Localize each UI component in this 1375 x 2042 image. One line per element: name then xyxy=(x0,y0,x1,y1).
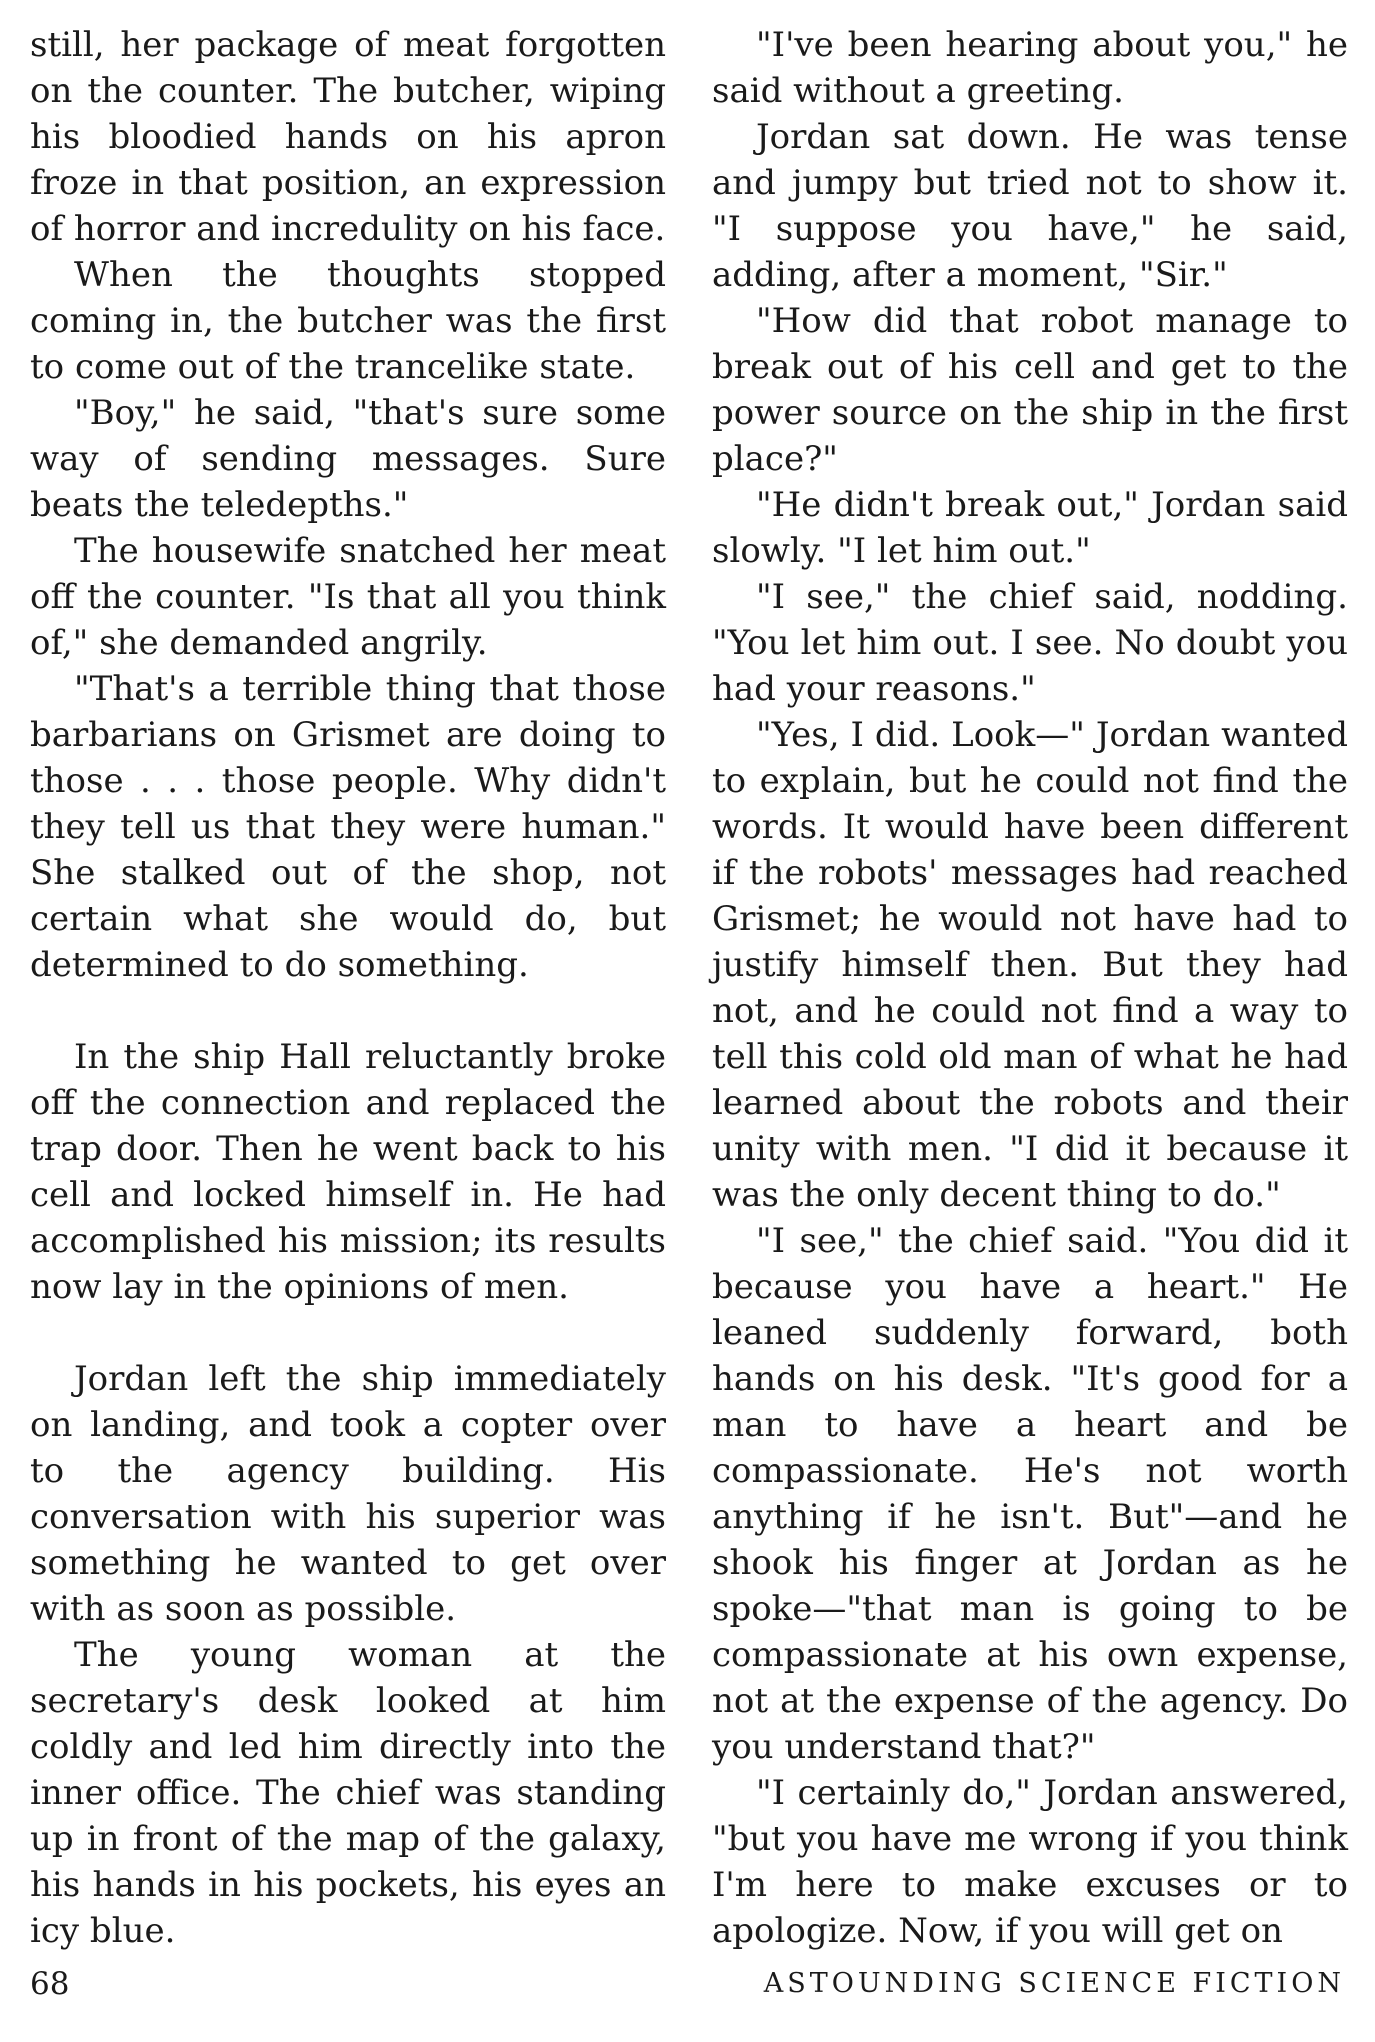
paragraph: "Boy," he said, "that's sure some way of sending messages. Sure beats the teledepths." xyxy=(30,393,666,525)
paragraph: The housewife snatched her meat off the counter. "Is that all you think of," she demanded angrily. xyxy=(30,531,666,663)
paragraph: When the thoughts stopped coming in, the butcher was the first to come out of the trancelike state. xyxy=(30,255,666,387)
paragraph: In the ship Hall reluctantly broke off the connection and replaced the trap door. Then he went back to his cell and locked himself in. He had accomplished his mission; its results now lay in the opinions of men. xyxy=(30,1037,666,1307)
page-number: 68 xyxy=(30,1966,70,2002)
paragraph: The young woman at the secretary's desk looked at him coldly and led him directly into the inner office. The chief was standing up in front of the map of the galaxy, his hands in his pockets, his eyes an icy blue. xyxy=(30,1635,666,1951)
paragraph: "I certainly do," Jordan answered, "but you have me wrong if you think I'm here to make excuses or to apologize. Now, if you will get on xyxy=(712,1773,1348,1951)
running-title: ASTOUNDING SCIENCE FICTION xyxy=(763,1968,1345,1999)
right-text-column xyxy=(712,22,1348,1954)
paragraph: "He didn't break out," Jordan said slowly. "I let him out." xyxy=(712,485,1348,571)
paragraph: "That's a terrible thing that those barbarians on Grismet are doing to those . . . those people. Why didn't they tell us that they were human." She stalked out of the shop, not certain what she would do, but determined to do something. xyxy=(30,669,666,985)
paragraph: still, her package of meat forgotten on the counter. The butcher, wiping his bloodied hands on his apron froze in that position, an expression of horror and incredulity on his face. xyxy=(30,25,666,249)
paragraph: "I've been hearing about you," he said without a greeting. xyxy=(712,25,1348,111)
paragraph: "Yes, I did. Look—" Jordan wanted to explain, but he could not find the words. It would have been different if the robots' messages had reached Grismet; he would not have had to justify himself then. But they had not, and he could not find a way to tell this cold old man of what he had learned about the robots and their unity with men. "I did it because it was the only decent thing to do." xyxy=(712,715,1348,1215)
paragraph: Jordan left the ship immediately on landing, and took a copter over to the agency building. His conversation with his superior was something he wanted to get over with as soon as possible. xyxy=(30,1359,666,1629)
paragraph: "How did that robot manage to break out of his cell and get to the power source on the ship in the first place?" xyxy=(712,301,1348,479)
paragraph: Jordan sat down. He was tense and jumpy but tried not to show it. "I suppose you have," he said, adding, after a moment, "Sir." xyxy=(712,117,1348,295)
paragraph: "I see," the chief said, nodding. "You let him out. I see. No doubt you had your reasons." xyxy=(712,577,1348,709)
paragraph: "I see," the chief said. "You did it because you have a heart." He leaned suddenly forward, both hands on his desk. "It's good for a man to have a heart and be compassionate. He's not worth anything if he isn't. But"—and he shook his finger at Jordan as he spoke—"that man is going to be compassionate at his own expense, not at the expense of the agency. Do you understand that?" xyxy=(712,1221,1348,1767)
left-text-column xyxy=(30,22,666,1954)
